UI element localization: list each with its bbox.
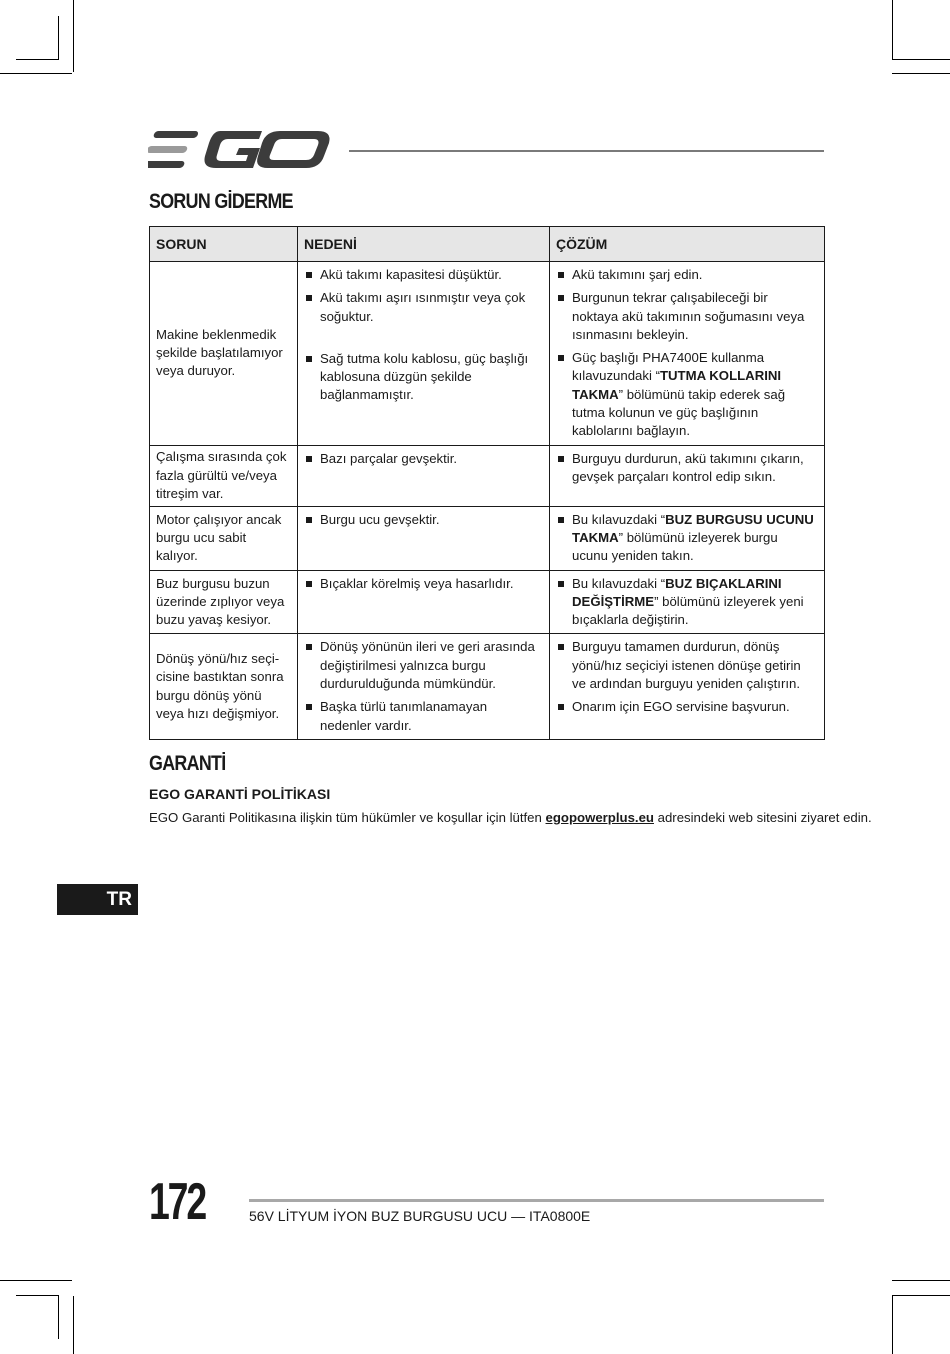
page-number: 172 xyxy=(149,1173,205,1231)
column-header-cause: NEDENİ xyxy=(298,227,550,262)
cause-item: Akü takımı aşırı ısınmıştır veya çok soğuktur. xyxy=(306,289,541,326)
solution-cell xyxy=(550,262,825,446)
table-row xyxy=(150,506,825,570)
logo-text: EGO xyxy=(148,128,151,129)
ego-logo xyxy=(148,128,332,172)
crop-mark xyxy=(58,16,59,60)
cause-item: Sağ tutma kolu kablosu, güç başlığı kablosuna düzgün şekilde bağlanmamıştır. xyxy=(306,350,541,405)
solution-item: Burgunun tekrar çalışabileceği bir noktaya akü takımının soğumasını veya ısınmasını bekleyin. xyxy=(558,289,816,344)
table-row xyxy=(150,445,825,506)
solution-item: Bu kılavuzdaki “BUZ BIÇAKLARINI DEĞİŞTİRME” bölümünü izleyerek yeni bıçaklarla değiştirin. xyxy=(558,575,816,630)
solution-item: Akü takımını şarj edin. xyxy=(558,266,816,284)
cause-item: Başka türlü tanımlanamayan nedenler vardır. xyxy=(306,698,541,735)
problem-cell: Çalışma sırasında çok fazla gürültü ve/veya titreşim var. xyxy=(150,445,298,506)
table-header-row xyxy=(150,227,825,262)
problem-cell: Motor çalışıyor ancak burgu ucu sabit kalıyor. xyxy=(150,506,298,570)
table-row xyxy=(150,570,825,634)
cause-item: Burgu ucu gevşektir. xyxy=(306,511,541,529)
solution-item: Onarım için EGO servisine başvurun. xyxy=(558,698,816,716)
problem-cell: Makine beklenmedik şekilde başlatılamıyor veya duruyor. xyxy=(150,262,298,446)
crop-mark xyxy=(73,0,74,72)
crop-mark xyxy=(73,1296,74,1354)
crop-mark xyxy=(892,73,950,74)
column-header-solution: ÇÖZÜM xyxy=(550,227,825,262)
footer-product-title: 56V LİTYUM İYON BUZ BURGUSU UCU — ITA0800E xyxy=(249,1208,591,1224)
crop-mark xyxy=(58,1295,59,1339)
cause-cell xyxy=(298,570,550,634)
solution-item: Güç başlığı PHA7400E kullanma kılavuzundaki “TUTMA KOLLARINI TAKMA” bölümünü takip ederek sağ tutma kolunun ve güç başlığının kablolarını bağlayın. xyxy=(558,349,816,440)
column-header-problem: SORUN xyxy=(150,227,298,262)
crop-mark xyxy=(892,0,893,60)
solution-item: Bu kılavuzdaki “BUZ BURGUSU UCUNU TAKMA” bölümünü izleyerek burgu ucunu yeniden takın. xyxy=(558,511,816,566)
table-row xyxy=(150,262,825,446)
problem-cell: Dönüş yönü/hız seçi-cisine bastıktan sonra burgu dönüş yönü veya hızı değişmiyor. xyxy=(150,634,298,739)
crop-mark xyxy=(16,59,58,60)
cause-item: Bıçaklar körelmiş veya hasarlıdır. xyxy=(306,575,541,593)
solution-cell xyxy=(550,506,825,570)
warranty-subtitle: EGO GARANTİ POLİTİKASI xyxy=(149,786,331,802)
crop-mark xyxy=(892,59,950,60)
cause-cell xyxy=(298,262,550,446)
table-row xyxy=(150,634,825,739)
cause-cell xyxy=(298,506,550,570)
cause-item: Dönüş yönünün ileri ve geri arasında değiştirilmesi yalnızca burgu durdurulduğunda mümkündür. xyxy=(306,638,541,693)
troubleshooting-table xyxy=(149,226,825,740)
solution-item: Burguyu tamamen durdurun, dönüş yönü/hız seçiciyi istenen dönüşe getirin ve ardından burguyu yeniden çalıştırın. xyxy=(558,638,816,693)
solution-cell xyxy=(550,634,825,739)
crop-mark xyxy=(16,1295,58,1296)
cause-cell xyxy=(298,634,550,739)
crop-mark xyxy=(0,73,72,74)
language-tab: TR xyxy=(57,884,138,915)
crop-mark xyxy=(892,1295,893,1354)
footer-rule xyxy=(249,1199,824,1202)
troubleshooting-title: SORUN GİDERME xyxy=(149,190,293,213)
warranty-link[interactable]: egopowerplus.eu xyxy=(545,810,654,825)
crop-mark xyxy=(892,1295,950,1296)
header-rule xyxy=(349,150,824,152)
solution-cell xyxy=(550,445,825,506)
problem-cell: Buz burgusu buzun üzerinde zıplıyor veya buzu yavaş kesiyor. xyxy=(150,570,298,634)
crop-mark xyxy=(0,1280,72,1281)
warranty-title: GARANTİ xyxy=(149,752,226,775)
crop-mark xyxy=(892,1280,950,1281)
cause-item: Akü takımı kapasitesi düşüktür. xyxy=(306,266,541,284)
cause-item: Bazı parçalar gevşektir. xyxy=(306,450,541,468)
cause-cell xyxy=(298,445,550,506)
solution-cell xyxy=(550,570,825,634)
solution-item: Burguyu durdurun, akü takımını çıkarın, gevşek parçaları kontrol edip sıkın. xyxy=(558,450,816,487)
warranty-text: EGO Garanti Politikasına ilişkin tüm hükümler ve koşullar için lütfen egopowerplus.eu adresindeki web sitesini ziyaret edin. xyxy=(149,810,872,825)
